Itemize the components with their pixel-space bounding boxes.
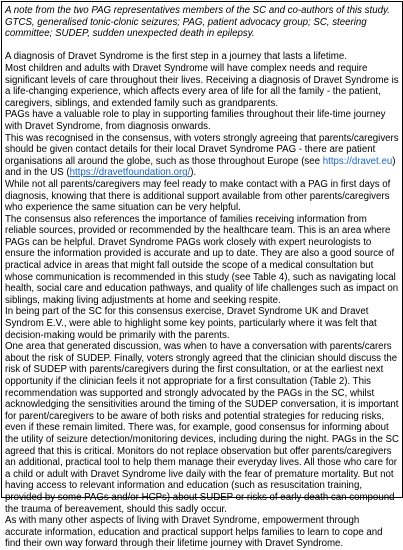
dravet-eu-link[interactable]: https://dravet.eu <box>322 155 393 167</box>
dravet-foundation-link[interactable]: https://dravetfoundation.org/ <box>69 167 191 179</box>
note-box <box>1 1 403 550</box>
paragraph-reliable-sources: The consensus also references the importance of families receiving information from reliable sources, provided or recommended by the healthcare team. This is an area where PAGs can be helpful. Dravet Syndrome PAGs work closely with expert neurologists to ensure the information provided is accurate and up to date. They are also a good source of practical advice in areas that might fall outside the scope of a medical consultation but whose communication is recommended in this study (see Table 4), such as navigating local health, social care and education pathways, and quality of life challenges such as impact on siblings, making living adjustments at home and seeking respite. <box>5 213 399 306</box>
paragraph-consensus-contacts <box>5 133 399 179</box>
paragraph-sudep: One area that generated discussion, was when to have a conversation with parents/carers about the risk of SUDEP. Finally, voters strongly agreed that the clinician should discuss the risk of SUDEP with parents/caregivers during the first consultation, or at the earliest next opportunity if the clinician feels it not appropriate for a first consultation (Table 2). This recommendation was supported and strongly advocated by the PAGs in the SC, whilst acknowledging the sensitivities around the timing of the SUDEP conversation, it is important for parent/caregivers to be aware of both risks and potential strategies for reducing risks, even if these remain limited. There was, for example, good consensus for informing about the utility of seizure detection/monitoring devices, including during the night. PAGs in the SC agreed that this is critical. Monitors do not replace observation but offer parents/caregivers an additional, practical tool to help them manage their everyday lives. All those who care for a child or adult with Dravet Syndrome live daily with the fear of premature mortality. But not having access to relevant information and education (such as resuscitation training, provided by some PAGs and/or HCPs) about SUDEP or risks of early death can compound the trauma of bereavement, should this sadly occur. <box>5 341 399 515</box>
consensus-text-after: ). <box>190 167 197 179</box>
note-intro: A note from the two PAG representatives members of the SC and co-authors of this study. GTCS, generalised tonic-clonic seizures; PAG, patient advocacy group; SC, steering committee; SUDEP, sudden unexpected death in epilepsy. <box>5 5 390 40</box>
consensus-text-before: This was recognised in the consensus, with voters strongly agreeing that parents/caregivers should be given contact details for their local Dravet Syndrome PAG - there are patient organisations all around the globe, such as those throughout Europe (see <box>5 132 399 167</box>
paragraph-complex-needs: Most children and adults with Dravet Syndrome will have complex needs and require significant levels of care throughout their lives. Receiving a diagnosis of Dravet Syndrome is a life-changing experience, which affects every area of life for all the family - the patient, caregivers, siblings, and extended family such as grandparents. <box>5 62 399 109</box>
paragraph-sc-participation: In being part of the SC for this consensus exercise, Dravet Syndrome UK and Dravet Syndrom E.V., were able to highlight some key points, particularly where it was felt that decision-making would be primarily with the parents. <box>5 306 377 341</box>
paragraph-empowerment: As with many other aspects of living with Dravet Syndrome, empowerment through accurate information, education and practical support helps families to learn to cope and find their own way forward through their lifetime journey with Dravet Syndrome. <box>5 515 383 550</box>
consensus-text-middle: ) and in the US ( <box>5 155 396 179</box>
paragraph-contact-readiness: While not all parents/caregivers may feel ready to make contact with a PAG in first days of diagnosis, knowing that there is additional support available from other parents/caregivers who experience the same situation can be very helpful. <box>5 178 391 214</box>
paragraph-diagnosis: A diagnosis of Dravet Syndrome is the first step in a journey that lasts a lifetime. <box>5 51 347 63</box>
paragraph-pag-role: PAGs have a valuable role to play in supporting families throughout their life-time journey with Dravet Syndrome, from diagnosis onwards. <box>5 109 386 132</box>
